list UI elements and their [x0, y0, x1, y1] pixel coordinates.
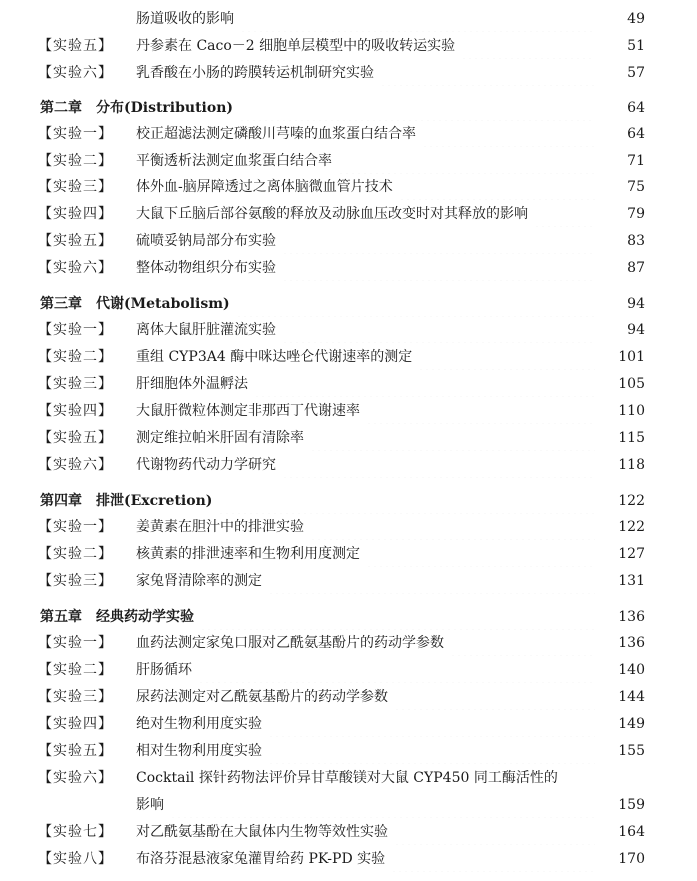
toc-entry[interactable]: [38, 514, 601, 540]
toc-page-number: 136: [618, 635, 645, 651]
toc-entry[interactable]: [38, 398, 601, 424]
toc-entry-title: 相对生物利用度实验: [136, 743, 262, 759]
toc-entry-label: 【实验二】: [38, 349, 113, 365]
dot-leader: [380, 60, 595, 86]
dot-leader: [240, 6, 595, 32]
dot-leader: [310, 514, 595, 540]
toc-entry-label: 【实验四】: [38, 716, 113, 732]
dot-leader: [200, 604, 595, 630]
toc-entry-title: 对乙酰氨基酚在大鼠体内生物等效性实验: [136, 824, 388, 840]
dot-leader: [268, 738, 595, 764]
toc-page-number: 94: [627, 296, 645, 312]
toc-entry[interactable]: [38, 630, 601, 656]
toc-entry-title: 平衡透析法测定血浆蛋白结合率: [136, 153, 332, 169]
toc-entry-title: 整体动物组织分布实验: [136, 260, 276, 276]
dot-leader: [236, 291, 595, 317]
dot-leader: [282, 255, 595, 281]
toc-entry[interactable]: [38, 201, 601, 227]
toc-page-number: 75: [627, 179, 645, 195]
toc-page-number: 149: [618, 716, 645, 732]
toc-page-number: 140: [618, 662, 645, 678]
toc-entry[interactable]: [38, 684, 601, 710]
toc-entry[interactable]: [38, 371, 601, 397]
dot-leader: [282, 452, 595, 478]
toc-entry-title: 重组 CYP3A4 酶中咪达唑仑代谢速率的测定: [136, 349, 413, 365]
toc-entry[interactable]: [38, 174, 601, 200]
dot-leader: [394, 819, 595, 845]
toc-entry[interactable]: [38, 568, 601, 594]
toc-page-number: 115: [618, 430, 645, 446]
toc-entry-label: 【实验一】: [38, 322, 113, 338]
toc-page-number: 110: [618, 403, 645, 419]
toc-entry[interactable]: [38, 228, 601, 254]
toc-page-number: 159: [618, 797, 645, 813]
dot-leader: [394, 684, 595, 710]
toc-entry-title: 尿药法测定对乙酰氨基酚片的药动学参数: [136, 689, 388, 705]
toc-entry[interactable]: [38, 819, 601, 845]
toc-page-number: 144: [618, 689, 645, 705]
dot-leader: [391, 846, 595, 872]
toc-entry-label: 【实验五】: [38, 430, 113, 446]
dot-leader: [268, 711, 595, 737]
toc-page-number: 155: [618, 743, 645, 759]
toc-entry-label: 【实验六】: [38, 260, 113, 276]
toc-entry[interactable]: [38, 60, 601, 86]
dot-leader: [418, 344, 595, 370]
dot-leader: [338, 148, 595, 174]
toc-entry-title: 布洛芬混悬液家兔灌胃给药 PK-PD 实验: [136, 851, 386, 867]
dot-leader: [268, 568, 595, 594]
toc-entry[interactable]: [38, 541, 601, 567]
toc-entry-title: 代谢物药代动力学研究: [136, 457, 276, 473]
toc-entry-label: 【实验六】: [38, 770, 113, 786]
toc-entry-title: Cocktail 探针药物法评价异甘草酸镁对大鼠 CYP450 同工酶活性的: [136, 770, 558, 786]
dot-leader: [534, 201, 595, 227]
chapter-title: 第四章 排泄(Excretion): [40, 493, 213, 509]
toc-entry-label: 【实验二】: [38, 662, 113, 678]
toc-entry[interactable]: [38, 255, 601, 281]
toc-page-number: 79: [627, 206, 645, 222]
toc-entry[interactable]: [38, 452, 601, 478]
toc-entry[interactable]: [38, 657, 601, 683]
toc-page-number: 122: [618, 493, 645, 509]
toc-entry[interactable]: [38, 121, 601, 147]
toc-page-number: 57: [627, 65, 645, 81]
toc-entry-label: 【实验三】: [38, 573, 113, 589]
toc-entry-title: 离体大鼠肝脏灌流实验: [136, 322, 276, 338]
toc-entry-title: 大鼠下丘脑后部谷氨酸的释放及动脉血压改变时对其释放的影响: [136, 206, 528, 222]
chapter-title: 第五章 经典药动学实验: [40, 609, 194, 625]
toc-entry[interactable]: [38, 344, 601, 370]
toc-entry[interactable]: [38, 425, 601, 451]
toc-entry[interactable]: [38, 765, 645, 791]
toc-page-number: 170: [618, 851, 645, 867]
toc-entry-label: 【实验五】: [38, 38, 113, 54]
dot-leader: [239, 95, 595, 121]
toc-entry-label: 【实验一】: [38, 126, 113, 142]
toc-entry-title: 肝肠循环: [136, 662, 192, 678]
toc-entry-title: 血药法测定家兔口服对乙酰氨基酚片的药动学参数: [136, 635, 444, 651]
dot-leader: [399, 174, 595, 200]
toc-chapter-entry[interactable]: [40, 95, 601, 121]
toc-chapter-entry[interactable]: [40, 604, 601, 630]
toc-page-number: 118: [618, 457, 645, 473]
dot-leader: [366, 541, 595, 567]
toc-entry[interactable]: [38, 148, 601, 174]
toc-entry-title: 乳香酸在小肠的跨膜转运机制研究实验: [136, 65, 374, 81]
toc-entry-label: 【实验五】: [38, 233, 113, 249]
toc-entry-label: 【实验五】: [38, 743, 113, 759]
toc-page-number: 71: [627, 153, 645, 169]
toc-entry-title: 丹参素在 Caco－2 细胞单层模型中的吸收转运实验: [136, 38, 456, 54]
toc-entry-label: 【实验七】: [38, 824, 113, 840]
toc-page-number: 131: [618, 573, 645, 589]
toc-page-number: 101: [618, 349, 645, 365]
toc-entry[interactable]: [136, 6, 601, 32]
dot-leader: [461, 33, 595, 59]
toc-entry-title: 肠道吸收的影响: [136, 11, 234, 27]
toc-entry-title: 核黄素的排泄速率和生物利用度测定: [136, 546, 360, 562]
toc-page-number: 64: [627, 126, 645, 142]
toc-entry-title: 硫喷妥钠局部分布实验: [136, 233, 276, 249]
toc-entry-title: 家兔肾清除率的测定: [136, 573, 262, 589]
dot-leader: [198, 657, 595, 683]
toc-entry[interactable]: [38, 33, 601, 59]
toc-entry[interactable]: [38, 738, 601, 764]
toc-entry-title: 校正超滤法测定磷酸川芎嗪的血浆蛋白结合率: [136, 126, 416, 142]
toc-page-number: 64: [627, 100, 645, 116]
toc-chapter-entry[interactable]: [40, 488, 601, 514]
dot-leader: [254, 371, 595, 397]
toc-chapter-entry[interactable]: [40, 291, 601, 317]
toc-entry-label: 【实验二】: [38, 546, 113, 562]
toc-page-number: 164: [618, 824, 645, 840]
toc-page-number: 105: [618, 376, 645, 392]
toc-entry-label: 【实验六】: [38, 457, 113, 473]
toc-entry-label: 【实验四】: [38, 403, 113, 419]
dot-leader: [310, 425, 595, 451]
dot-leader: [170, 792, 595, 818]
dot-leader: [366, 398, 595, 424]
toc-entry-label: 【实验二】: [38, 153, 113, 169]
dot-leader: [422, 121, 595, 147]
toc-entry-label: 【实验六】: [38, 65, 113, 81]
toc-page-number: 83: [627, 233, 645, 249]
toc-entry-label: 【实验一】: [38, 519, 113, 535]
chapter-title: 第二章 分布(Distribution): [40, 100, 234, 116]
dot-leader: [450, 630, 595, 656]
toc-entry-label: 【实验三】: [38, 689, 113, 705]
toc-entry-title: 体外血-脑屏障透过之离体脑微血管片技术: [136, 179, 393, 195]
toc-entry[interactable]: [38, 846, 601, 872]
toc-entry-title: 大鼠肝微粒体测定非那西丁代谢速率: [136, 403, 360, 419]
toc-entry-label: 【实验三】: [38, 376, 113, 392]
toc-page-number: 94: [627, 322, 645, 338]
toc-page-number: 51: [627, 38, 645, 54]
dot-leader: [282, 228, 595, 254]
dot-leader: [282, 317, 595, 343]
toc-entry-title: 肝细胞体外温孵法: [136, 376, 248, 392]
toc-page-number: 49: [627, 11, 645, 27]
toc-entry-label: 【实验三】: [38, 179, 113, 195]
chapter-title: 第三章 代谢(Metabolism): [40, 296, 230, 312]
toc-page-number: 122: [618, 519, 645, 535]
toc-entry-title: 影响: [136, 797, 164, 813]
toc-entry[interactable]: [38, 711, 601, 737]
toc-entry-label: 【实验一】: [38, 635, 113, 651]
toc-entry-title: 测定维拉帕米肝固有清除率: [136, 430, 304, 446]
toc-page-number: 87: [627, 260, 645, 276]
toc-entry-label: 【实验四】: [38, 206, 113, 222]
toc-entry[interactable]: [38, 317, 601, 343]
toc-page-number: 127: [618, 546, 645, 562]
dot-leader: [218, 488, 595, 514]
toc-entry[interactable]: [136, 792, 601, 818]
toc-entry-label: 【实验八】: [38, 851, 113, 867]
toc-entry-title: 姜黄素在胆汁中的排泄实验: [136, 519, 304, 535]
toc-page-number: 136: [618, 609, 645, 625]
toc-entry-title: 绝对生物利用度实验: [136, 716, 262, 732]
